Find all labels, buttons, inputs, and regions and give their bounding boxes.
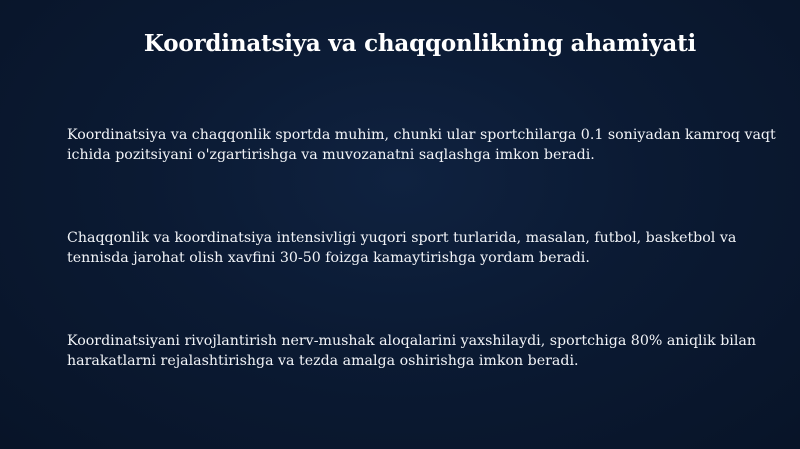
paragraph-coordination-importance: Koordinatsiya va chaqqonlik sportda muhim, chunki ular sportchilarga 0.1 soniyadan kamroq vaqt ichida pozitsiyani o'zgartirishga va muvozanatni saqlashga imkon beradi. — [67, 127, 776, 163]
paragraph-injury-risk: Chaqqonlik va koordinatsiya intensivligi yuqori sport turlarida, masalan, futbol, basketbol va tennisda jarohat olish xavfini 30-50 foizga kamaytirishga yordam beradi. — [67, 230, 737, 266]
paragraph-neuromuscular: Koordinatsiyani rivojlantirish nerv-mushak aloqalarini yaxshilaydi, sportchiga 80% aniqlik bilan harakatlarni rejalashtirishga va tezda amalga oshirishga imkon beradi. — [67, 333, 756, 369]
slide-title: Koordinatsiya va chaqqonlikning ahamiyati — [143, 30, 697, 57]
